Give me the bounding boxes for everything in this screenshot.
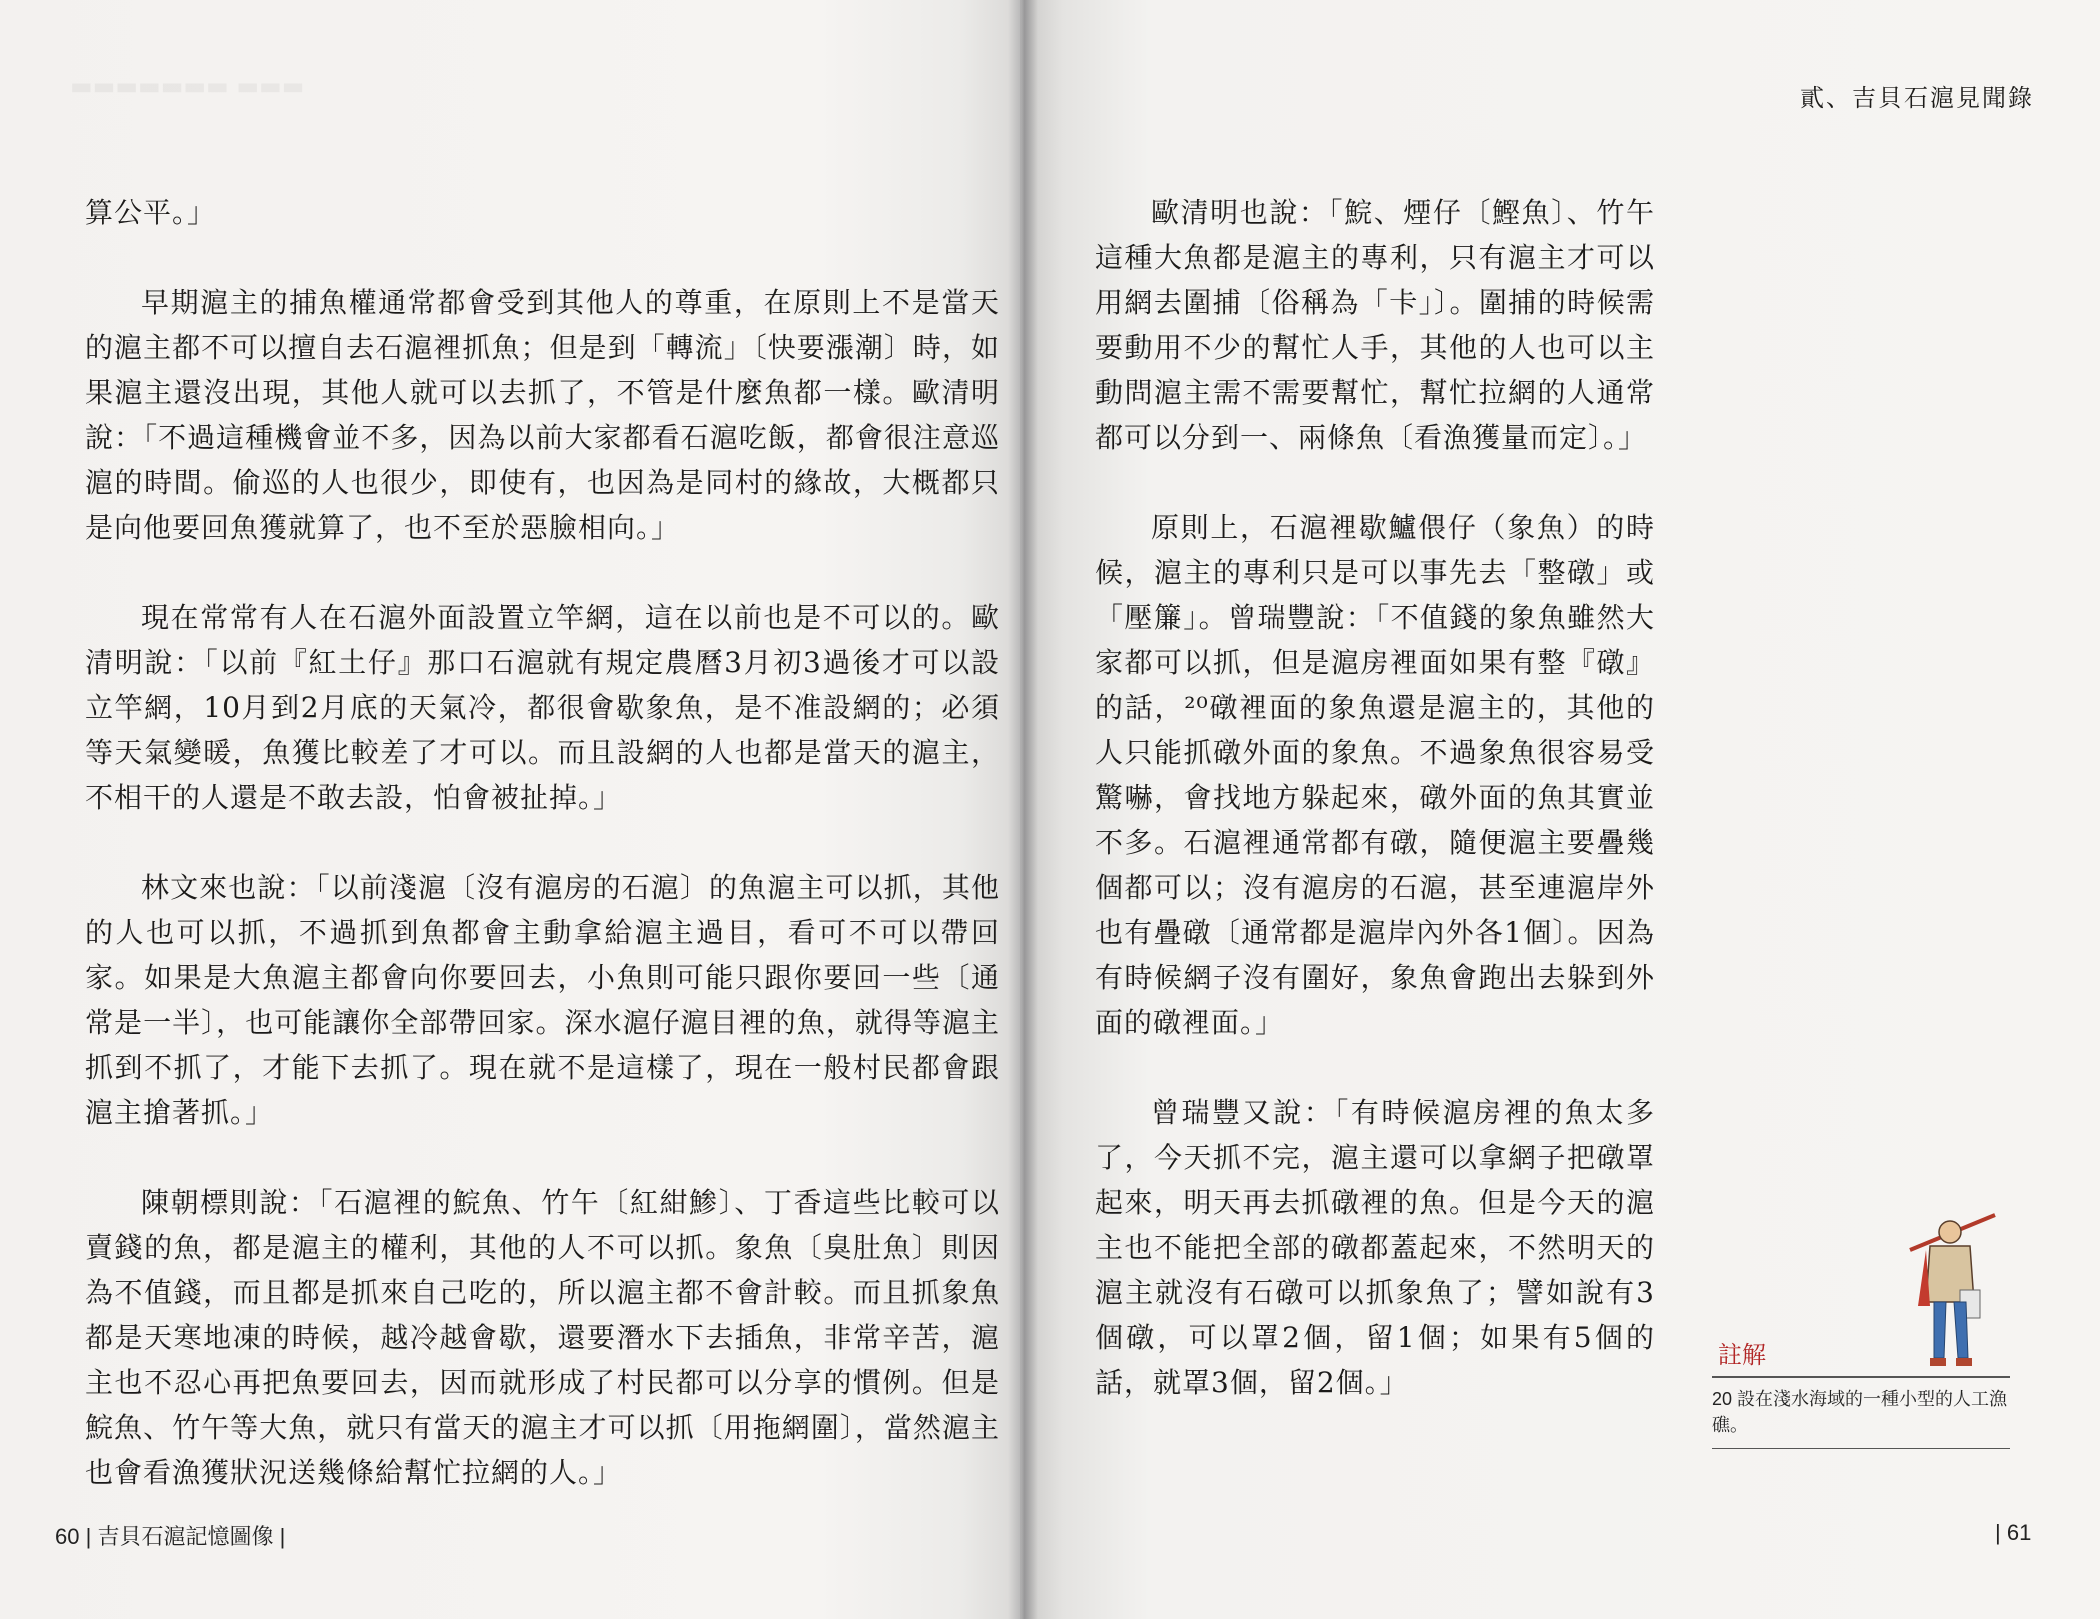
- left-paragraph-3: 現在常常有人在石滬外面設置立竿網，這在以前也是不可以的。歐清明說：「以前『紅土仔』那口石滬就有規定農曆3月初3過後才可以設立竿網，10月到2月底的天氣冷，都很會歇象魚，是不准設網的；必須等天氣變暖，魚獲比較差了才可以。而且設網的人也都是當天的滬主，不相干的人還是不敢去設，怕會被扯掉。」: [85, 601, 1000, 814]
- left-page: [0, 0, 1020, 1619]
- notes-box: [1712, 1335, 2010, 1449]
- footer-separator: |: [279, 1524, 286, 1549]
- footer-separator: |: [1995, 1520, 2001, 1545]
- footnote-20: 20 設在淺水海域的一種小型的人工漁礁。: [1712, 1378, 2010, 1449]
- book-title: 吉貝石滬記憶圖像: [97, 1525, 274, 1550]
- book-gutter-shadow: [1008, 0, 1038, 1619]
- left-paragraph-5: 陳朝標則說：「石滬裡的鯇魚、竹午〔紅紺鯵〕、丁香這些比較可以賣錢的魚，都是滬主的權利，其他的人不可以抓。象魚〔臭肚魚〕則因為不值錢，而且都是抓來自己吃的，所以滬主都不會計較。而且抓象魚都是天寒地凍的時候，越冷越會歇，還要潛水下去插魚，非常辛苦，滬主也不忍心再把魚要回去，因而就形成了村民都可以分享的慣例。但是鯇魚、竹午等大魚，就只有當天的滬主才可以抓〔用拖網圍〕，當然滬主也會看漁獲狀況送幾條給幫忙拉網的人。」: [85, 1186, 1000, 1489]
- page-number: 60: [55, 1524, 80, 1549]
- right-page-body: [1095, 190, 1655, 1405]
- right-paragraph-2: 原則上，石滬裡歇鱸偎仔（象魚）的時候，滬主的專利只是可以事先去「整礅」或「壓簾」。曾瑞豐說：「不值錢的象魚雖然大家都可以抓，但是滬房裡面如果有整『礅』的話，²⁰礅裡面的象魚還是滬主的，其他的人只能抓礅外面的象魚。不過象魚很容易受驚嚇，會找地方躲起來，礅外面的魚其實並不多。石滬裡通常都有礅，隨便滬主要疊幾個都可以；沒有滬房的石滬，甚至連滬岸外也有疊礅〔通常都是滬岸內外各1個〕。因為有時候網子沒有圍好，象魚會跑出去躲到外面的礅裡面。」: [1095, 511, 1655, 1039]
- left-paragraph-1: 算公平。」: [85, 196, 217, 229]
- show-through-text: ▬▬▬▬▬▬▬ ▬▬▬: [70, 72, 305, 100]
- right-paragraph-3: 曾瑞豐又說：「有時候滬房裡的魚太多了，今天抓不完，滬主還可以拿網子把礅罩起來，明天再去抓礅裡的魚。但是今天的滬主也不能把全部的礅都蓋起來，不然明天的滬主就沒有石礅可以抓象魚了；譬如說有3個礅，可以罩2個，留1個；如果有5個的話，就罩3個，留2個。」: [1095, 1096, 1655, 1399]
- left-page-footer: [55, 1520, 285, 1551]
- left-paragraph-4: 林文來也說：「以前淺滬〔沒有滬房的石滬〕的魚滬主可以抓，其他的人也可以抓，不過抓到魚都會主動拿給滬主過目，看可不可以帶回家。如果是大魚滬主都會向你要回去，小魚則可能只跟你要回一些〔通常是一半〕，也可能讓你全部帶回家。深水滬仔滬目裡的魚，就得等滬主抓到不抓了，才能下去抓了。現在就不是這樣了，現在一般村民都會跟滬主搶著抓。」: [85, 871, 1000, 1129]
- left-page-body: [85, 190, 1000, 1495]
- right-page-footer: [1995, 1520, 2031, 1546]
- notes-heading: 註解: [1712, 1335, 2010, 1378]
- left-paragraph-2: 早期滬主的捕魚權通常都會受到其他人的尊重，在原則上不是當天的滬主都不可以擅自去石滬裡抓魚；但是到「轉流」〔快要漲潮〕時，如果滬主還沒出現，其他人就可以去抓了，不管是什麼魚都一樣。歐清明說：「不過這種機會並不多，因為以前大家都看石滬吃飯，都會很注意巡滬的時間。偷巡的人也很少，即使有，也因為是同村的緣故，大概都只是向他要回魚獲就算了，也不至於惡臉相向。」: [85, 286, 1000, 544]
- page-number: 61: [2006, 1520, 2032, 1545]
- running-head: 貳、吉貝石滬見聞錄: [1800, 84, 2034, 112]
- footer-separator: |: [85, 1524, 92, 1549]
- right-paragraph-1: 歐清明也說：「鯇、煙仔〔鰹魚〕、竹午這種大魚都是滬主的專利，只有滬主才可以用網去圍捕〔俗稱為「卡」〕。圍捕的時候需要動用不少的幫忙人手，其他的人也可以主動問滬主需不需要幫忙，幫忙拉網的人通常都可以分到一、兩條魚〔看漁獲量而定〕。」: [1095, 196, 1655, 454]
